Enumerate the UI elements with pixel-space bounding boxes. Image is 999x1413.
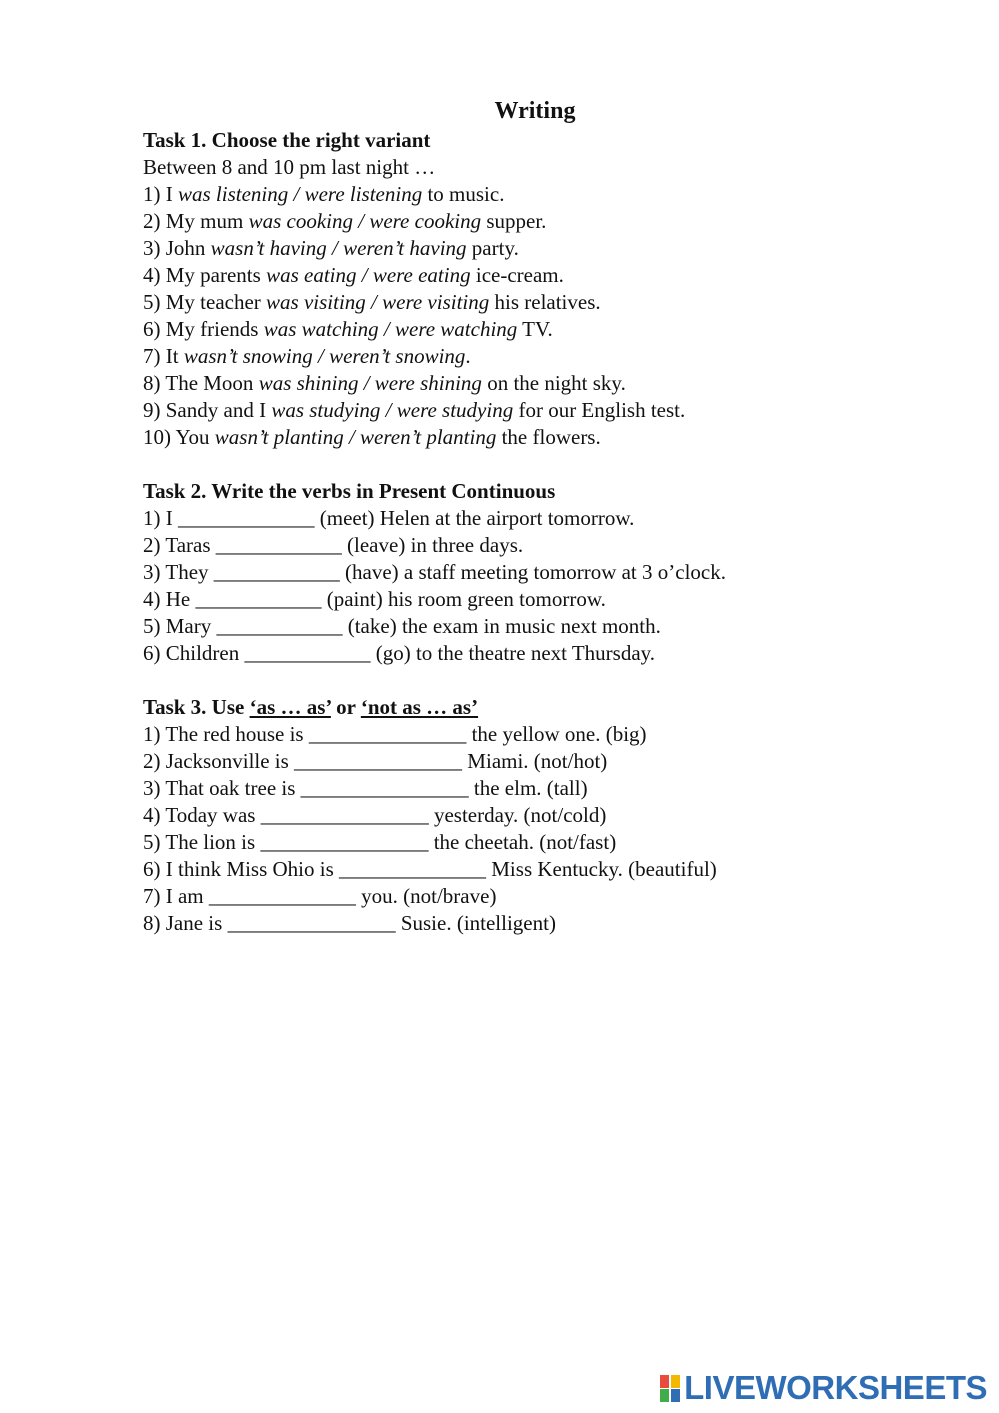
task2-section [143,478,726,667]
task1-intro: Between 8 and 10 pm last night … [143,155,436,179]
option-pair: was eating / were eating [266,263,471,287]
option-pair: was studying / were studying [271,398,514,422]
list-item: 1) The red house is _______________ the yellow one. (big) [143,722,647,746]
list-item: 6) Children ____________ (go) to the theatre next Thursday. [143,641,656,665]
list-item: 3) They ____________ (have) a staff meeting tomorrow at 3 o’clock. [143,560,726,584]
option-pair: was cooking / were cooking [248,209,482,233]
task3-heading: Task 3. Use ‘as … as’ or ‘not as … as’ [143,695,479,719]
list-item: 7) I am ______________ you. (not/brave) [143,884,497,908]
page-title: Writing [494,98,576,124]
option-pair: was watching / were watching [263,317,518,341]
list-item: 2) Taras ____________ (leave) in three days. [143,533,524,557]
list-item: 5) Mary ____________ (take) the exam in music next month. [143,614,661,638]
task3-section [143,694,717,937]
list-item: 1) I was listening / were listening to music. [143,182,505,206]
list-item: 8) The Moon was shining / were shining on the night sky. [143,371,626,395]
list-item: 5) The lion is ________________ the cheetah. (not/fast) [143,830,617,854]
list-item: 10) You wasn’t planting / weren’t planting the flowers. [143,425,601,449]
brand-name: LIVEWORKSHEETS [684,1369,987,1406]
list-item: 1) I _____________ (meet) Helen at the airport tomorrow. [143,506,635,530]
list-item: 7) It wasn’t snowing / weren’t snowing. [143,344,471,368]
task1-heading: Task 1. Choose the right variant [143,128,431,152]
list-item: 8) Jane is ________________ Susie. (intelligent) [143,911,556,935]
task2-heading: Task 2. Write the verbs in Present Continuous [143,479,556,503]
list-item: 4) Today was ________________ yesterday. (not/cold) [143,803,607,827]
list-item: 2) Jacksonville is ________________ Miami. (not/hot) [143,749,608,773]
list-item: 6) My friends was watching / were watching TV. [143,317,553,341]
list-item: 4) He ____________ (paint) his room green tomorrow. [143,587,606,611]
list-item: 4) My parents was eating / were eating ice-cream. [143,263,564,287]
liveworksheets-brand [660,1371,987,1405]
list-item: 6) I think Miss Ohio is ______________ Miss Kentucky. (beautiful) [143,857,717,881]
option-pair: was shining / were shining [258,371,482,395]
task1-section [143,127,685,451]
option-pair: was visiting / were visiting [266,290,490,314]
list-item: 5) My teacher was visiting / were visiting his relatives. [143,290,601,314]
liveworksheets-logo-icon [660,1373,682,1403]
list-item: 2) My mum was cooking / were cooking supper. [143,209,547,233]
option-pair: wasn’t snowing / weren’t snowing [183,344,466,368]
list-item: 3) That oak tree is ________________ the elm. (tall) [143,776,588,800]
option-pair: was listening / were listening [178,182,423,206]
list-item: 3) John wasn’t having / weren’t having party. [143,236,519,260]
option-pair: wasn’t having / weren’t having [210,236,467,260]
option-pair: wasn’t planting / weren’t planting [214,425,497,449]
list-item: 9) Sandy and I was studying / were studying for our English test. [143,398,686,422]
task1-list [143,181,685,451]
